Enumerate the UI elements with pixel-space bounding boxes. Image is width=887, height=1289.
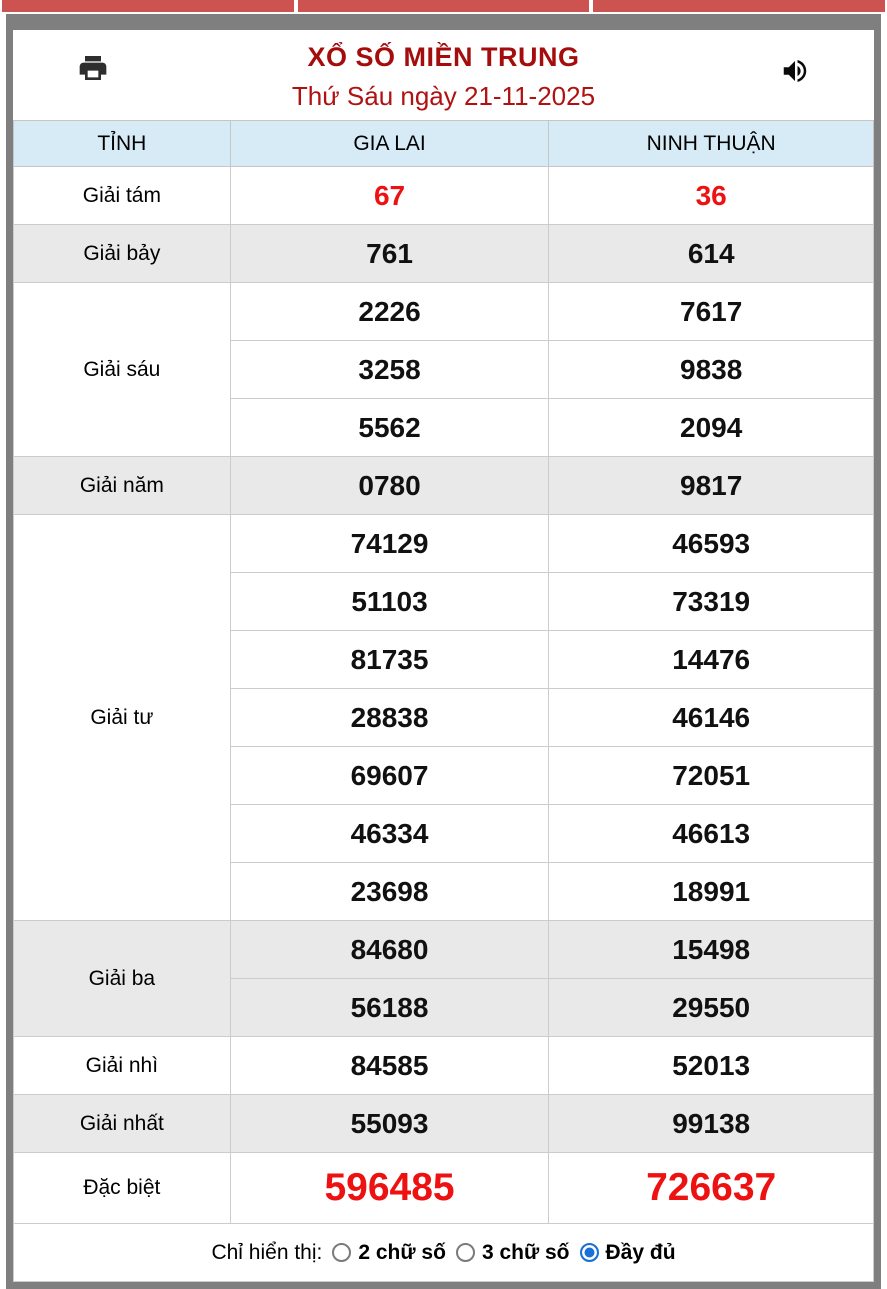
column-header-gia-lai: GIA LAI [230, 121, 549, 167]
prize-number: 28838 [230, 689, 549, 747]
top-tab-2[interactable] [296, 0, 592, 14]
table-row [14, 225, 874, 283]
top-tab-1[interactable] [0, 0, 296, 14]
table-header-row [14, 121, 874, 167]
prize-label: Đặc biệt [14, 1153, 231, 1224]
prize-number: 99138 [549, 1095, 874, 1153]
table-row [14, 1095, 874, 1153]
prize-number: 0780 [230, 457, 549, 515]
top-tab-3[interactable] [591, 0, 887, 14]
radio-3-digits[interactable] [456, 1243, 475, 1262]
top-tab-strip [0, 0, 887, 14]
prize-number: 5562 [230, 399, 549, 457]
prize-number: 74129 [230, 515, 549, 573]
table-row [14, 167, 874, 225]
prize-number: 9838 [549, 341, 874, 399]
option-2-digits[interactable]: 2 chữ số [332, 1241, 446, 1265]
filter-label: Chỉ hiển thị: [211, 1240, 323, 1264]
prize-number: 36 [549, 167, 874, 225]
option-3-digits[interactable]: 3 chữ số [456, 1241, 570, 1265]
prize-number: 29550 [549, 979, 874, 1037]
prize-number: 84585 [230, 1037, 549, 1095]
column-header-province: TỈNH [14, 121, 231, 167]
prize-label: Giải sáu [14, 283, 231, 457]
prize-label: Giải tám [14, 167, 231, 225]
table-row [14, 1037, 874, 1095]
prize-label: Giải tư [14, 515, 231, 921]
prize-number: 18991 [549, 863, 874, 921]
prize-label: Giải nhất [14, 1095, 231, 1153]
table-row [14, 1153, 874, 1224]
prize-number: 3258 [230, 341, 549, 399]
draw-date: Thứ Sáu ngày 21-11-2025 [291, 81, 596, 111]
radio-2-digits[interactable] [332, 1243, 351, 1262]
lottery-results-table [13, 120, 874, 1282]
speaker-icon[interactable] [780, 56, 810, 86]
prize-number: 46334 [230, 805, 549, 863]
prize-number: 14476 [549, 631, 874, 689]
printer-icon[interactable] [77, 52, 109, 84]
column-header-ninh-thuan: NINH THUẬN [549, 121, 874, 167]
prize-number: 2094 [549, 399, 874, 457]
prize-number: 46613 [549, 805, 874, 863]
prize-number: 2226 [230, 283, 549, 341]
prize-number: 46593 [549, 515, 874, 573]
prize-label: Giải bảy [14, 225, 231, 283]
radio-full[interactable] [580, 1243, 599, 1262]
prize-number: 726637 [549, 1153, 874, 1224]
prize-number: 56188 [230, 979, 549, 1037]
prize-label: Giải nhì [14, 1037, 231, 1095]
table-row [14, 457, 874, 515]
prize-number: 9817 [549, 457, 874, 515]
prize-number: 46146 [549, 689, 874, 747]
table-row [14, 283, 874, 341]
prize-number: 81735 [230, 631, 549, 689]
prize-number: 614 [549, 225, 874, 283]
prize-number: 73319 [549, 573, 874, 631]
results-panel [6, 14, 881, 1289]
prize-number: 15498 [549, 921, 874, 979]
prize-number: 761 [230, 225, 549, 283]
prize-number: 23698 [230, 863, 549, 921]
filter-row [14, 1224, 874, 1282]
prize-number: 84680 [230, 921, 549, 979]
page-title: XỔ SỐ MIỀN TRUNG [307, 42, 580, 72]
prize-number: 67 [230, 167, 549, 225]
prize-label: Giải ba [14, 921, 231, 1037]
prize-number: 52013 [549, 1037, 874, 1095]
prize-number: 69607 [230, 747, 549, 805]
display-filter [15, 1241, 872, 1265]
option-full[interactable]: Đầy đủ [580, 1241, 676, 1265]
panel-header [13, 30, 874, 120]
prize-number: 7617 [549, 283, 874, 341]
prize-number: 72051 [549, 747, 874, 805]
prize-label: Giải năm [14, 457, 231, 515]
prize-number: 51103 [230, 573, 549, 631]
prize-number: 55093 [230, 1095, 549, 1153]
table-row [14, 921, 874, 979]
prize-number: 596485 [230, 1153, 549, 1224]
table-row [14, 515, 874, 573]
